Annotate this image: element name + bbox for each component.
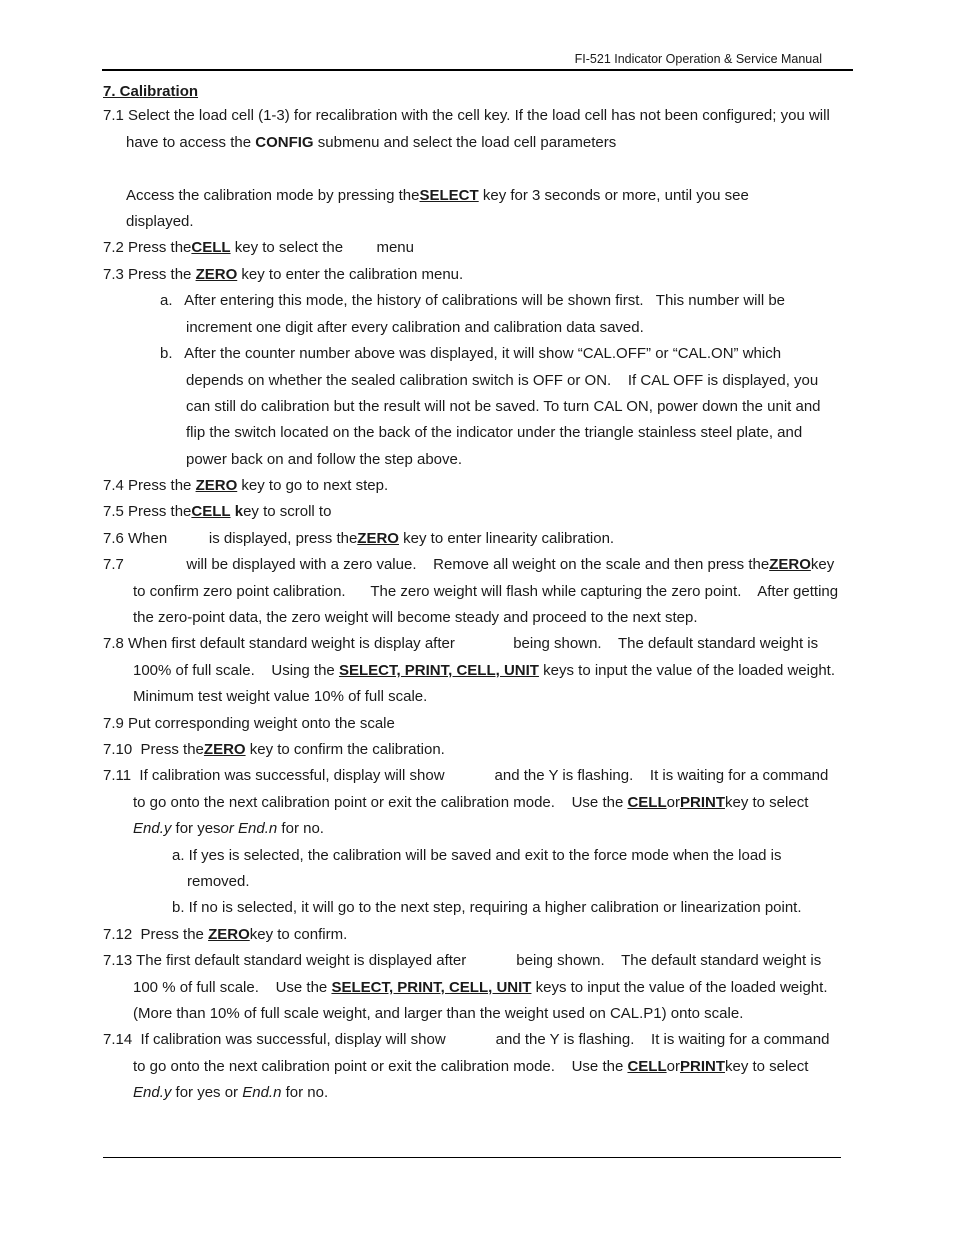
- s73-item-b-line2: depends on whether the sealed calibration switch is OFF or ON. If CAL OFF is displayed, you: [186, 372, 819, 389]
- s714-line1: 7.14 If calibration was successful, display will show and the Y is flashing. It is waiting for a command: [103, 1031, 830, 1048]
- zero-key: ZERO: [357, 530, 399, 547]
- s77-line1: 7.7 will be displayed with a zero value. Remove all weight on the scale and then press theZEROkey: [103, 556, 835, 573]
- s713-line1: 7.13 The first default standard weight is displayed after being shown. The default standard weight is: [103, 952, 822, 969]
- page-header: FI-521 Indicator Operation & Service Manual: [574, 52, 822, 66]
- s78-line1: 7.8 When first default standard weight is display after being shown. The default standard weight is: [103, 635, 819, 652]
- zero-key: ZERO: [195, 477, 238, 494]
- zero-key: ZERO: [769, 556, 811, 573]
- print-key: PRINT: [679, 794, 725, 811]
- s73-item-b-line5: power back on and follow the step above.: [186, 451, 463, 468]
- s78-line3: Minimum test weight value 10% of full scale.: [133, 688, 428, 705]
- s711-item-a-line2: removed.: [187, 873, 250, 890]
- cell-key: CELL: [191, 239, 231, 256]
- s710-line: 7.10 Press theZERO key to confirm the calibration.: [103, 741, 445, 758]
- s77-line2: to confirm zero point calibration. The zero weight will flash while capturing the zero point. After getting: [133, 583, 839, 600]
- select-print-cell-unit-keys: SELECT, PRINT, CELL, UNIT: [331, 979, 532, 996]
- s711-item-b-line1: b. If no is selected, it will go to the next step, requiring a higher calibration or linearization point.: [172, 899, 802, 916]
- s73-item-a-line2: increment one digit after every calibration and calibration data saved.: [186, 319, 644, 336]
- s73-item-a-line1: a. After entering this mode, the history of calibrations will be shown first. This number will be: [160, 292, 786, 309]
- s714-line2: to go onto the next calibration point or exit the calibration mode. Use the CELLorPRINTkey to select: [133, 1058, 809, 1075]
- s71-line1: 7.1 Select the load cell (1-3) for recalibration with the cell key. If the load cell has not been configured; you will: [103, 107, 830, 124]
- s75-line: 7.5 Press theCELL key to scroll to: [103, 503, 332, 520]
- s73-item-b-line1: b. After the counter number above was displayed, it will show “CAL.OFF” or “CAL.ON” which: [160, 345, 782, 362]
- s77-line3: the zero-point data, the zero weight will become steady and proceed to the next step.: [133, 609, 698, 626]
- s78-line2: 100% of full scale. Using the SELECT, PRINT, CELL, UNIT keys to input the value of the loaded weight.: [133, 662, 835, 679]
- config-key: CONFIG: [255, 134, 314, 151]
- s712-line: 7.12 Press the ZEROkey to confirm.: [103, 926, 348, 943]
- s711-line2: to go onto the next calibration point or exit the calibration mode. Use the CELLorPRINTkey to select: [133, 794, 809, 811]
- section-title: 7. Calibration: [103, 83, 199, 100]
- s71-line4: displayed.: [126, 213, 194, 230]
- zero-key: ZERO: [203, 741, 246, 758]
- s72-line: 7.2 Press theCELL key to select the menu: [103, 239, 414, 256]
- cell-key: CELL: [191, 503, 231, 520]
- s71-line2: have to access the CONFIG submenu and select the load cell parameters: [126, 134, 617, 151]
- s76-line: 7.6 When is displayed, press theZERO key to enter linearity calibration.: [103, 530, 615, 547]
- footer-rule: [103, 1157, 841, 1158]
- s74-line: 7.4 Press the ZERO key to go to next step.: [103, 477, 389, 494]
- cell-key: CELL: [627, 1058, 667, 1075]
- s713-line3: (More than 10% of full scale weight, and larger than the weight used on CAL.P1) onto scale.: [133, 1005, 744, 1022]
- s711-line3: End.y for yesor End.n for no.: [133, 820, 324, 837]
- s713-line2: 100 % of full scale. Use the SELECT, PRINT, CELL, UNIT keys to input the value of the loaded weight.: [133, 979, 828, 996]
- s71-line3: Access the calibration mode by pressing theSELECT key for 3 seconds or more, until you see: [126, 187, 749, 204]
- zero-key: ZERO: [195, 266, 238, 283]
- cell-key: CELL: [627, 794, 667, 811]
- s73-item-b-line3: can still do calibration but the result will not be saved. To turn CAL ON, power down the unit and: [186, 398, 821, 415]
- zero-key: ZERO: [208, 926, 250, 943]
- s714-line3: End.y for yes or End.n for no.: [133, 1084, 329, 1101]
- s73-line: 7.3 Press the ZERO key to enter the calibration menu.: [103, 266, 464, 283]
- select-key: SELECT: [419, 187, 479, 204]
- s711-item-a-line1: a. If yes is selected, the calibration will be saved and exit to the force mode when the load is: [172, 847, 782, 864]
- select-print-cell-unit-keys: SELECT, PRINT, CELL, UNIT: [338, 662, 539, 679]
- s79-line: 7.9 Put corresponding weight onto the scale: [103, 715, 395, 732]
- s73-item-b-line4: flip the switch located on the back of the indicator under the triangle stainless steel plate, and: [186, 424, 803, 441]
- s711-line1: 7.11 If calibration was successful, display will show and the Y is flashing. It is waiting for a command: [103, 767, 829, 784]
- print-key: PRINT: [679, 1058, 725, 1075]
- header-rule: [102, 69, 853, 71]
